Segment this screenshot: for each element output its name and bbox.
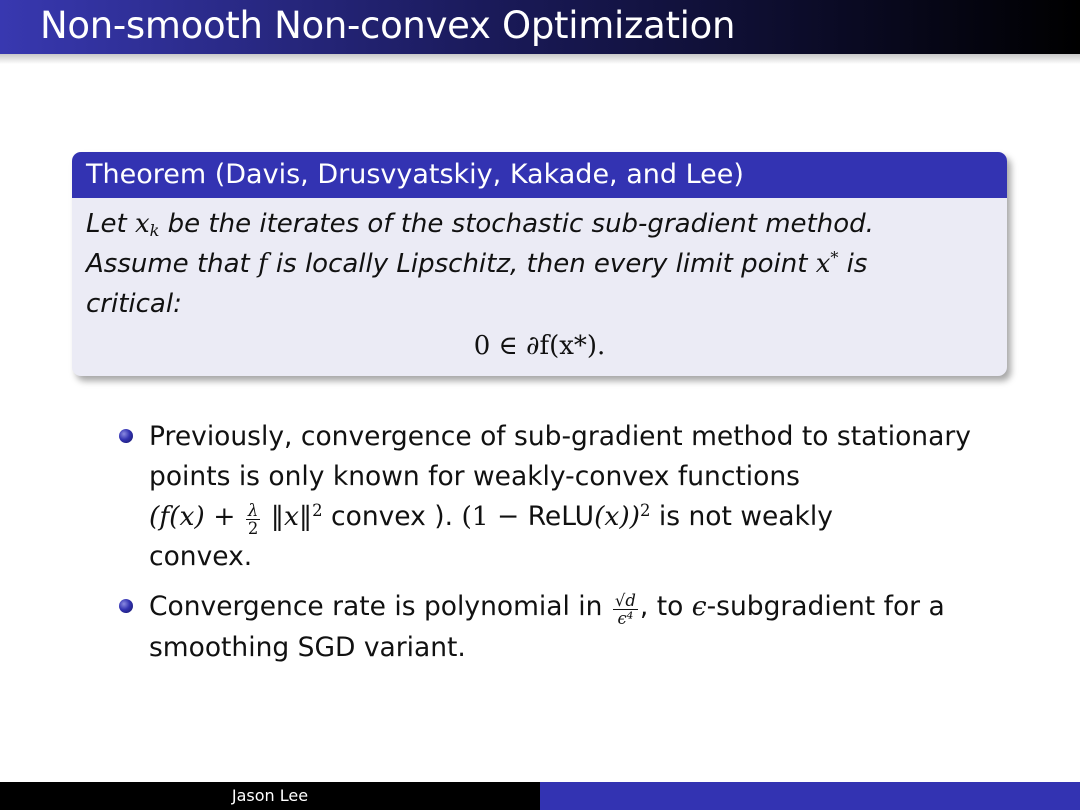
math-symbol: x xyxy=(134,209,150,239)
math-var-f: f xyxy=(258,249,268,279)
bullet-text: smoothing SGD variant. xyxy=(149,631,466,663)
fraction-denominator: 2 xyxy=(247,519,259,539)
footer-author: Jason Lee xyxy=(231,786,309,805)
fraction-numerator: √d xyxy=(614,591,636,611)
theorem-text: Let xyxy=(86,209,135,239)
title-bar xyxy=(0,0,1080,54)
bullet-item-1 xyxy=(112,417,1012,577)
theorem-heading: Theorem (Davis, Drusvyatskiy, Kakade, and Lee) xyxy=(72,152,1007,198)
fraction-numerator: λ xyxy=(246,502,260,520)
math-var-xstar xyxy=(816,249,839,279)
fraction-sqrtd-over-eps4 xyxy=(613,592,638,628)
math-epsilon: ϵ xyxy=(691,591,707,623)
math-symbol: ‖x‖ xyxy=(262,501,313,532)
bullet-text: is not weakly xyxy=(650,501,833,532)
math-expression xyxy=(594,501,650,532)
theorem-line-1 xyxy=(86,204,993,244)
footer-bar xyxy=(0,782,1080,810)
bullet-math-line xyxy=(149,587,1012,627)
theorem-body xyxy=(72,198,1007,366)
math-norm xyxy=(262,501,322,532)
bullet-dot-icon xyxy=(119,429,133,443)
theorem-block xyxy=(72,152,1007,376)
bullet-dot-icon xyxy=(119,599,133,613)
bullet-text: convex. xyxy=(149,541,253,573)
math-symbol: (x)) xyxy=(594,501,641,532)
math-expression: (1 − xyxy=(461,501,528,532)
math-superscript: 2 xyxy=(640,500,651,520)
theorem-text: is xyxy=(838,249,868,279)
theorem-text: Assume that xyxy=(86,249,259,279)
fraction-lambda-over-2 xyxy=(246,502,260,538)
bullet-text: , to xyxy=(639,591,692,623)
bullet-text: -subgradient for a xyxy=(706,591,945,623)
math-superscript: * xyxy=(830,248,839,268)
theorem-text: be the iterates of the stochastic sub-gradient method. xyxy=(159,209,874,239)
bullet-text: Previously, convergence of sub-gradient method to stationary xyxy=(149,421,971,452)
theorem-line-3: critical: xyxy=(86,289,182,319)
math-superscript: 2 xyxy=(312,500,323,520)
bullet-list xyxy=(112,417,1012,668)
bullet-item-2 xyxy=(112,587,1012,667)
footer-right-panel xyxy=(540,782,1080,810)
theorem-equation: 0 ∈ ∂f(x*). xyxy=(473,331,606,361)
theorem-line-2 xyxy=(86,244,993,284)
bullet-text: convex ). xyxy=(322,501,462,532)
math-symbol: x xyxy=(815,249,831,279)
slide-title: Non-smooth Non-convex Optimization xyxy=(40,4,736,47)
math-var-x xyxy=(135,209,159,239)
bullet-text: Convergence rate is polynomial in xyxy=(149,591,611,623)
title-bar-shadow xyxy=(0,54,1080,64)
relu-label: ReLU xyxy=(527,501,595,532)
fraction-denominator: ϵ⁴ xyxy=(617,609,634,629)
math-subscript: k xyxy=(149,221,160,241)
theorem-text: is locally Lipschitz, then every limit point xyxy=(267,249,816,279)
math-expression: (f(x) + xyxy=(149,501,244,532)
bullet-text: points is only known for weakly-convex functions xyxy=(149,461,800,492)
bullet-math-line xyxy=(149,497,1012,537)
